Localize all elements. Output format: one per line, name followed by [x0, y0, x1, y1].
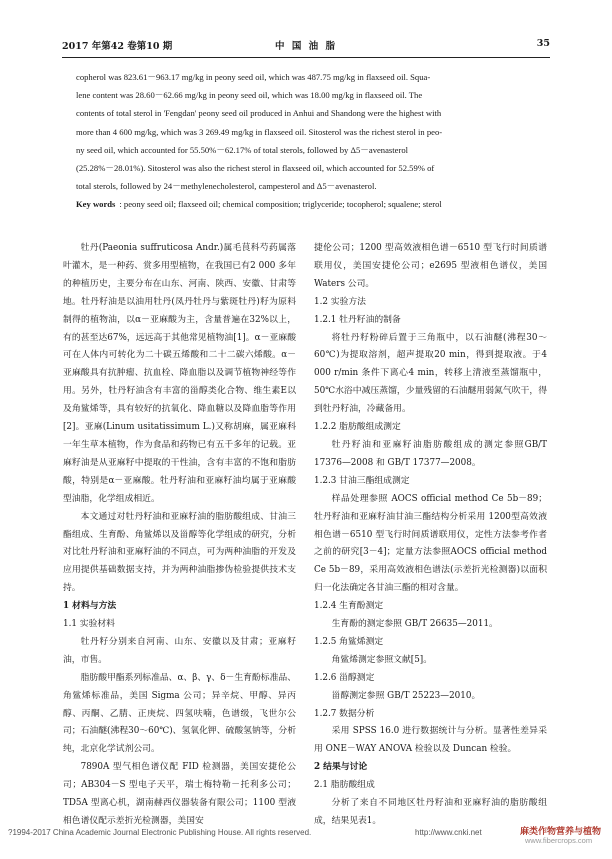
copyright-notice: ?1994-2017 China Academic Journal Electronic Publishing House. All rights reserved.: [8, 828, 312, 837]
method-paragraph: 生育酚的测定参照 GB/T 26635—2011。: [331, 619, 498, 630]
method-paragraph: 将牡丹籽粉碎后置于三角瓶中，以石油醚(沸程30～60℃)为提取溶剂，超声提取20 min，得到提取液。于4 000 r/min 条件下离心4 min，转移上清液至蒸馏瓶中，50℃水浴中减压蒸馏，少量残留的石油醚用弱氮气吹干，得到牡丹籽油，冷藏备用。: [314, 332, 547, 415]
running-header: [62, 38, 550, 54]
keywords: [76, 195, 538, 213]
keywords-label: Key words: [76, 199, 116, 210]
method-paragraph: 采用 SPSS 16.0 进行数据统计与分析。显著性差异采用 ONE－WAY ANOVA 检验以及 Duncan 检验。: [314, 726, 547, 755]
page-footer: [0, 822, 612, 852]
subsection-heading: 1.2.6 甾醇测定: [314, 672, 375, 683]
abstract-line: copherol was 823.61－963.17 mg/kg in peony seed oil, which was 487.75 mg/kg in flaxseed oil. Squa-: [76, 72, 431, 82]
intro-paragraph: 本文通过对牡丹籽油和亚麻籽油的脂肪酸组成、甘油三酯组成、生育酚、角鲨烯以及甾醇等化学组成的研究，分析对比牡丹籽油和亚麻籽油的不同点，可为两种油脂的开发及应用提供基础数据支持，并为两种油脂掺伪检验提供技术支持。: [63, 511, 296, 594]
subsection-heading: 1.2.7 数据分析: [314, 708, 375, 719]
subsection-heading: 2.1 脂肪酸组成: [314, 780, 375, 791]
continued-paragraph: 捷伦公司；1200 型高效液相色谱－6510 型飞行时间质谱联用仪，美国安捷伦公司；e2695 型液相色谱仪，美国 Waters 公司。: [314, 243, 547, 289]
section-heading: 2 结果与讨论: [314, 762, 368, 773]
right-column: [314, 240, 547, 831]
journal-issue: 2017 年第42 卷第10 期: [62, 41, 173, 52]
journal-title: 中 国 油 脂: [275, 41, 337, 52]
watermark-url: www.fibercrops.com: [525, 836, 593, 845]
subsection-heading: 1.2.4 生育酚测定: [314, 601, 384, 612]
watermark: 麻类作物营养与植物: [520, 826, 602, 836]
materials-paragraph: 脂肪酸甲酯系列标准品、α、β、γ、δ－生育酚标准品、角鲨烯标准品，美国 Sigma 公司；异辛烷、甲醇、异丙醇、丙酮、乙腈、正庚烷、四氢呋喃，色谱级，飞世尔公司；石油醚(沸程30～60℃)、氢氧化钾、硫酸氢钠等，分析纯，北京化学试剂公司。: [63, 672, 296, 755]
left-column: [63, 240, 296, 831]
subsection-heading: 1.2.3 甘油三酯组成测定: [314, 475, 410, 486]
abstract-line: (25.28%－28.01%). Sitosterol was also the richest sterol in flaxseed oil, which accounted for 52.59% of: [76, 163, 435, 174]
english-abstract: [76, 68, 538, 214]
subsection-heading: 1.2.1 牡丹籽油的制备: [314, 314, 401, 325]
section-heading: 1 材料与方法: [63, 601, 117, 612]
materials-paragraph: 牡丹籽分别来自河南、山东、安徽以及甘肃；亚麻籽油，市售。: [63, 636, 296, 665]
materials-paragraph: 7890A 型气相色谱仪配 FID 检测器，美国安捷伦公司；AB304－S 型电子天平，瑞士梅特勒－托利多公司；TD5A 型离心机，湖南赫西仪器装备有限公司；1100 型液相色谱仪配示差折光检测器，美国安: [63, 762, 296, 826]
intro-paragraph: 牡丹(Paeonia suffruticosa Andr.)属毛茛科芍药属落叶灌木，是一种药、赏多用型植物，在我国已有2 000 多年的种植历史，主要分布在山东、河南、陕西、安徽、甘肃等地。牡丹籽油是以油用牡丹(凤丹牡丹与紫斑牡丹)籽为原料制得的植物油，以α－亚麻酸为主，含量普遍在32%以上，有的甚至达67%，远远高于其他常见植物油[1]。α－亚麻酸可在人体内可转化为二十碳五烯酸和二十二碳六烯酸。α－亚麻酸具有抗肿瘤、抗血栓、降血脂以及调节植物神经等作用。另外，牡丹籽油含有丰富的甾醇类化合物、维生素E以及角鲨烯等，具有较好的抗氧化、降血糖以及降血脂等作用[2]。亚麻(Linum usitatissimum L.)又称胡麻，属亚麻科一年生草本植物，作为食品和药物已有五千多年的记载。亚麻籽油是从亚麻籽中提取的干性油，含有丰富的不饱和脂肪酸，特别是α－亚麻酸。牡丹籽油和亚麻籽油均属于亚麻酸型油脂，化学组成相近。: [63, 243, 296, 504]
method-paragraph: 甾醇测定参照 GB/T 25223—2010。: [331, 690, 481, 701]
method-paragraph: 牡丹籽油和亚麻籽油脂肪酸组成的测定参照GB/T 17376—2008 和 GB/T 17377—2008。: [314, 439, 547, 468]
abstract-line: total sterols, followed by 24－methylenecholesterol, campesterol and Δ5－avenasterol.: [76, 181, 377, 192]
abstract-line: ny seed oil, which accounted for 55.50%－62.17% of total sterols, followed by Δ5－avenasterol: [76, 144, 409, 155]
abstract-line: contents of total sterol in 'Fengdan' peony seed oil produced in Anhui and Shandong were the highest with: [76, 108, 442, 119]
abstract-line: more than 4 600 mg/kg, which was 3 269.49 mg/kg in flaxseed oil. Sitosterol was the richest sterol in peo-: [76, 126, 443, 137]
method-paragraph: 角鲨烯测定参照文献[5]。: [331, 654, 433, 665]
header-rule: [62, 57, 550, 58]
abstract-line: lene content was 28.60－62.66 mg/kg in peony seed oil, which was 18.00 mg/kg in flaxseed oil. The: [76, 90, 423, 101]
page-number: 35: [536, 38, 550, 49]
results-paragraph: 分析了来自不同地区牡丹籽油和亚麻籽油的脂肪酸组成，结果见表1。: [314, 798, 547, 826]
subsection-heading: 1.2.2 脂肪酸组成测定: [314, 422, 401, 433]
cnki-link[interactable]: http://www.cnki.net: [415, 828, 482, 837]
subsection-heading: 1.1 实验材料: [63, 619, 115, 630]
subsection-heading: 1.2.5 角鲨烯测定: [314, 636, 384, 647]
method-paragraph: 样品处理参照 AOCS official method Ce 5b－89；牡丹籽油和亚麻籽油甘油三酯结构分析采用 1200型高效液相色谱－6510 型飞行时间质谱联用仪，定性方法参考作者之前的研究[3－4]；定量方法参照AOCS official method Ce 5b－89，采用高效液相色谱法(示差折光检测器)以面积归一化法确定各甘油三酯的相对含量。: [314, 493, 547, 594]
subsection-heading: 1.2 实验方法: [314, 296, 366, 307]
keywords-text: : peony seed oil; flaxseed oil; chemical composition; triglyceride; tocopherol; squalene; sterol: [119, 199, 442, 210]
